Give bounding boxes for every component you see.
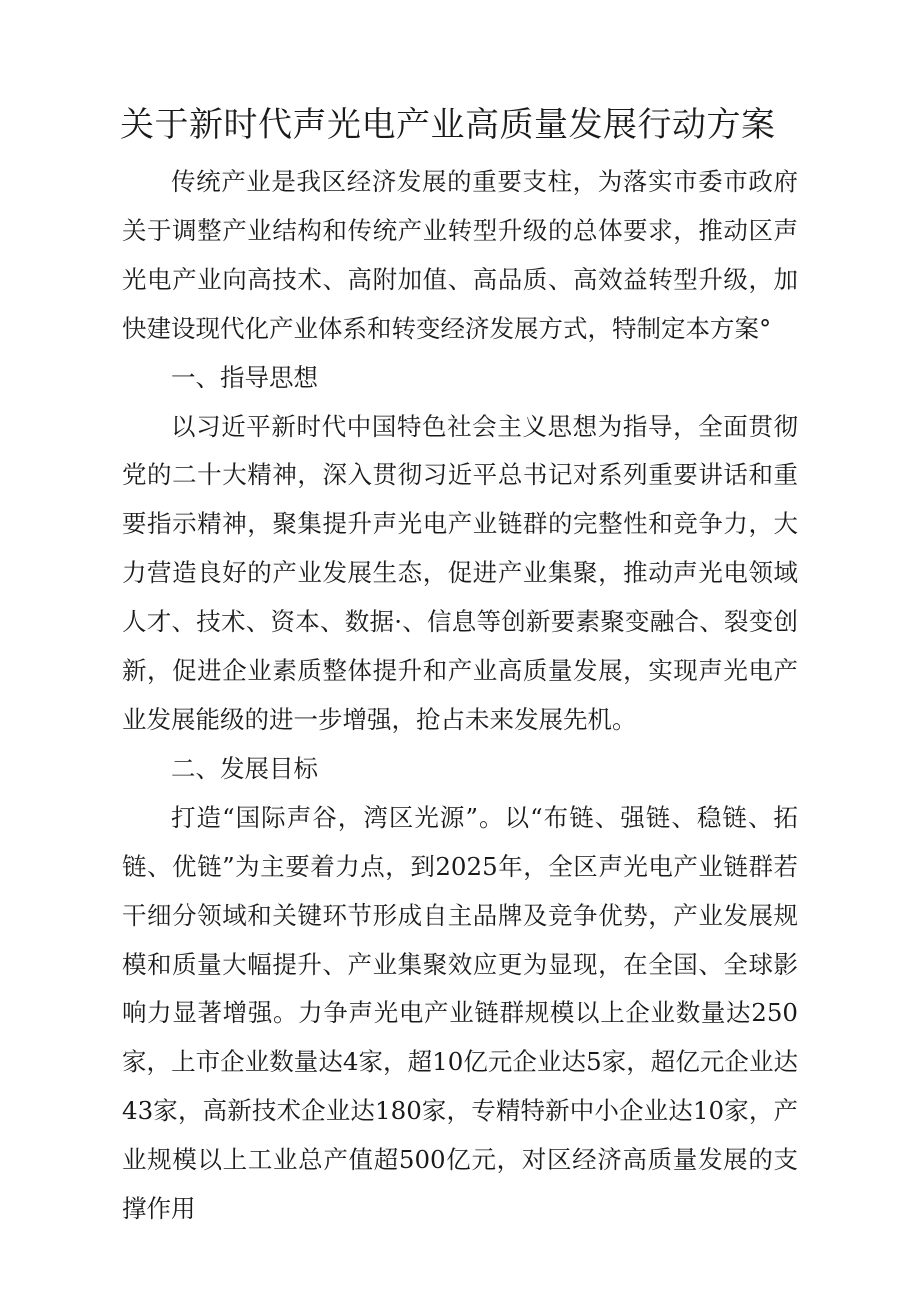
development-goals-paragraph: 打造“国际声谷，湾区光源”。以“布链、强链、稳链、拓链、优链”为主要着力点，到2025年，全区声光电产业链群若干细分领域和关键环节形成自主品牌及竞争优势，产业发展规模和质量大幅提升、产业集聚效应更为显现，在全国、全球影响力显著增强。力争声光电产业链群规模以上企业数量达250家，上市企业数量达4家，超10亿元企业达5家，超亿元企业达43家，高新技术企业达180家，专精特新中小企业达10家，产业规模以上工业总产值超500亿元，对区经济高质量发展的支撑作用	[122, 802, 798, 1224]
section-heading-development-goals: 二、发展目标	[171, 753, 318, 783]
document-title: 关于新时代声光电产业高质量发展行动方案	[120, 105, 776, 145]
section-heading-guiding-ideology: 一、指导思想	[171, 362, 318, 392]
intro-paragraph: 传统产业是我区经济发展的重要支柱，为落实市委市政府关于调整产业结构和传统产业转型升级的总体要求，推动区声光电产业向高技术、高附加值、高品质、高效益转型升级，加快建设现代化产业体系和转变经济发展方式，特制定本方案°	[122, 167, 798, 343]
guiding-ideology-paragraph: 以习近平新时代中国特色社会主义思想为指导，全面贯彻党的二十大精神，深入贯彻习近平总书记对系列重要讲话和重要指示精神，聚集提升声光电产业链群的完整性和竞争力，大力营造良好的产业发展生态，促进产业集聚，推动声光电领域人才、技术、资本、数据·、信息等创新要素聚变融合、裂变创新，促进企业素质整体提升和产业高质量发展，实现声光电产业发展能级的进一步增强，抢占未来发展先机。	[122, 411, 798, 734]
document-body	[122, 158, 798, 1234]
